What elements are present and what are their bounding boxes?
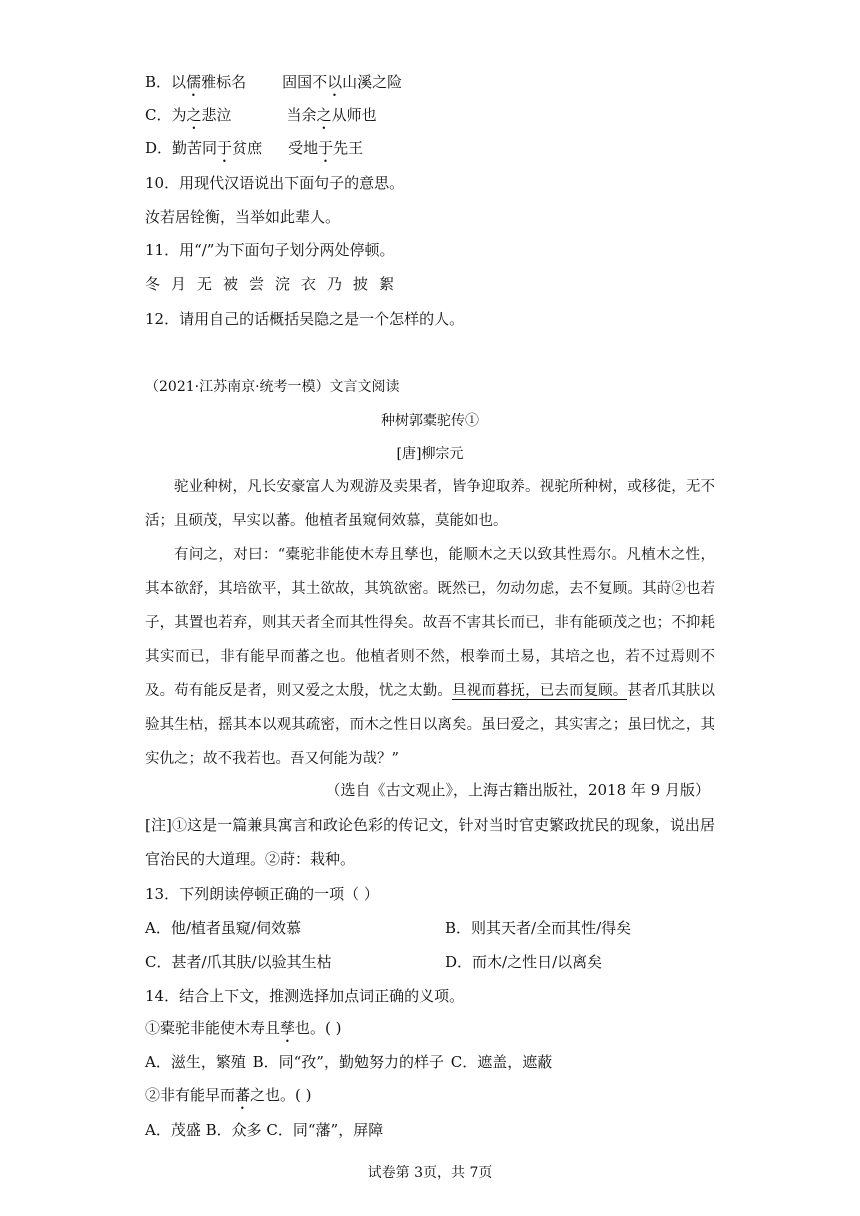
q10-stem: 10．用现代汉语说出下面句子的意思。 xyxy=(145,174,405,192)
q14-item-1-options: A．滋生，繁殖 B．同“孜”，勤勉努力的样子 C．遮盖，遮蔽 xyxy=(145,1053,553,1071)
q9-option-b: B．以儒雅标名 固国不以山溪之险 xyxy=(145,73,403,91)
passage-paragraph-1: 驼业种树，凡长安豪富人为观游及卖果者，皆争迎取养。视驼所种树，或移徙，无不活；且硕茂，早实以蕃。他植者虽窥伺效慕，莫能如也。 xyxy=(145,479,715,529)
q9-option-d: D．勤苦同于贫庶 受地于先王 xyxy=(145,139,364,157)
passage-source: （选自《古文观止》，上海古籍出版社，2018 年 9 月版） xyxy=(325,781,710,799)
page-footer: 试卷第 3页，共 7页 xyxy=(367,1165,493,1181)
q13-option-c: C．甚者/爪其肤/以验其生枯 xyxy=(145,953,332,971)
q10-sentence: 汝若居铨衡，当举如此辈人。 xyxy=(145,208,341,226)
q11-sentence: 冬月无被尝浣衣乃披絮 xyxy=(145,275,406,293)
q14-item-2: ②非有能早而蕃之也。( ) xyxy=(145,1086,312,1104)
q9-option-c: C．为之悲泣 当余之从师也 xyxy=(145,106,377,124)
underlined-sentence: 旦视而暮抚，已去而复顾。 xyxy=(452,683,628,699)
q13-stem: 13．下列朗读停顿正确的一项（ ） xyxy=(145,885,379,903)
q13-option-b: B．则其天者/全而其性/得矣 xyxy=(445,919,632,937)
passage-body xyxy=(145,470,715,776)
q14-stem: 14．结合上下文，推测选择加点词正确的义项。 xyxy=(145,987,465,1005)
q12-stem: 12．请用自己的话概括吴隐之是一个怎样的人。 xyxy=(145,310,465,328)
passage-paragraph-2: 有问之，对曰：“橐驼非能使木寿且孳也，能顺木之天以致其性焉尔。凡植木之性，其本欲舒，其培欲平，其土欲故，其筑欲密。既然已，勿动勿虑，去不复顾。其莳②也若子，其置也若弃，则其天者全而其性得矣。故吾不害其长而已，非有能硕茂之也；不抑耗其实而已，非有能早而蕃之也。他植者则不然，根拳而土易，其培之也，若不过焉则不及。苟有能反是者，则又爱之太殷，忧之太勤。旦视而暮抚，已去而复顾。甚者爪其肤以验其生枯，摇其本以观其疏密，而木之性日以离矣。虽曰爱之，其实害之；虽曰忧之，其实仇之；故不我若也。吾又何能为哉？” xyxy=(145,547,716,767)
q13-option-d: D．而木/之性日/以离矣 xyxy=(445,953,603,971)
passage-title: 种树郭橐驼传① xyxy=(381,413,479,429)
q11-stem: 11．用“/”为下面句子划分两处停顿。 xyxy=(145,241,395,259)
passage-note: [注]①这是一篇兼具寓言和政论色彩的传记文，针对当时官吏繁政扰民的现象，说出居官治民的大道理。②莳：栽种。 xyxy=(145,816,715,868)
passage-header: （2021·江苏南京·统考一模）文言文阅读 xyxy=(145,379,400,395)
q13-option-a: A．他/植者虽窥/伺效慕 xyxy=(145,919,301,937)
q14-item-1: ①橐驼非能使木寿且孳也。( ) xyxy=(145,1019,342,1037)
passage-author: [唐]柳宗元 xyxy=(396,446,464,462)
q14-item-2-options: A．茂盛 B．众多 C．同“藩”，屏障 xyxy=(145,1121,384,1139)
